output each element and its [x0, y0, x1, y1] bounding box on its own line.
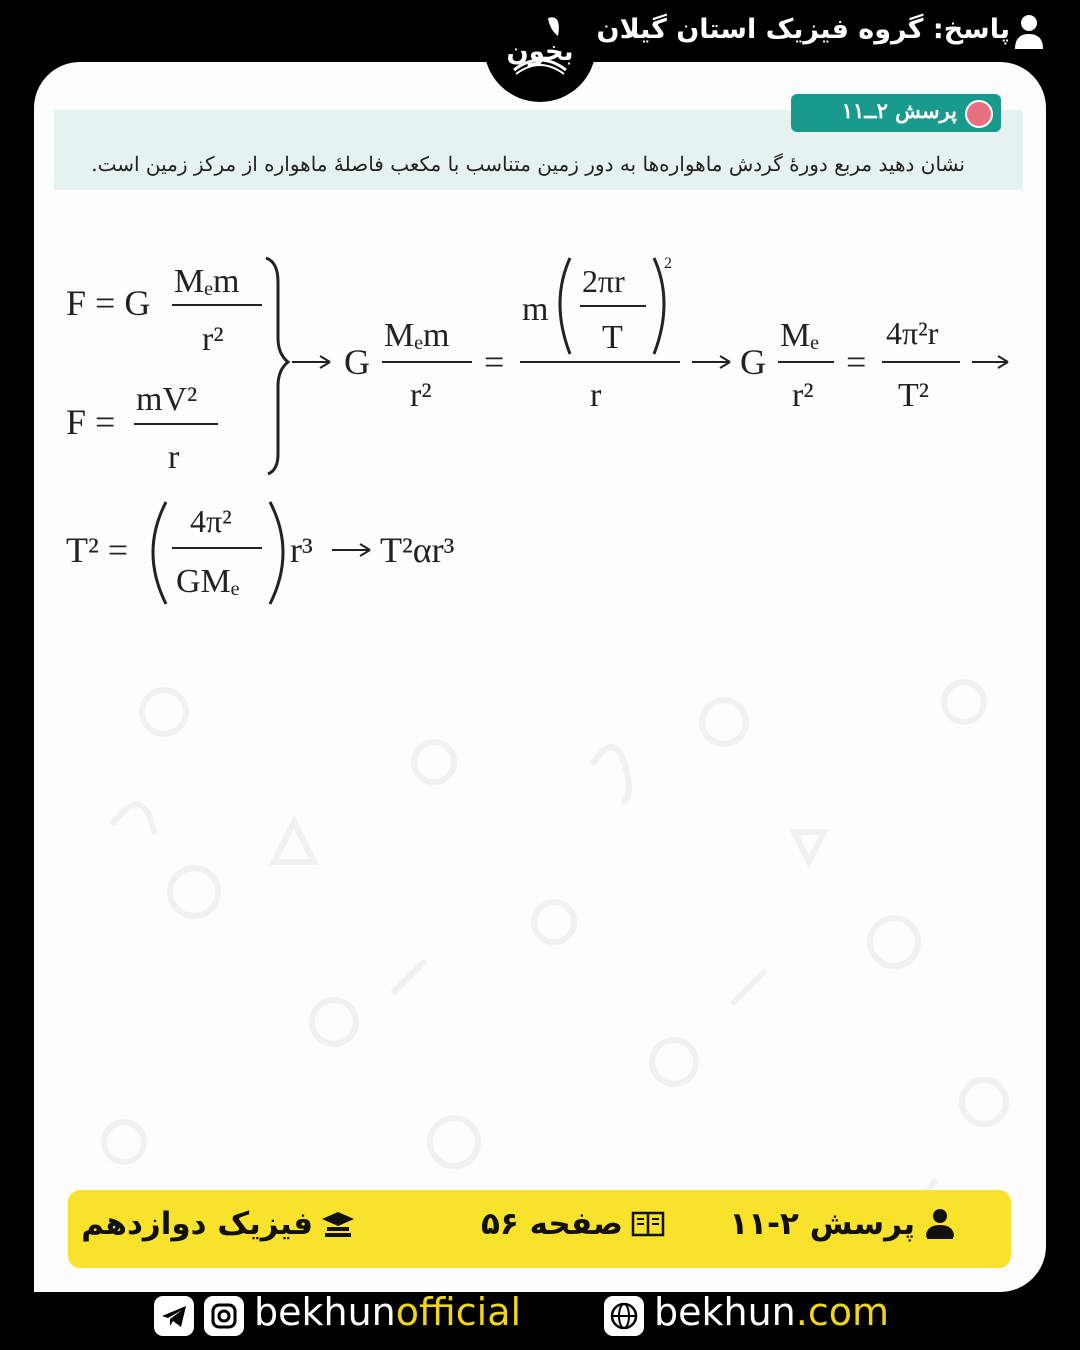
frac5-denominator: T²	[898, 377, 929, 414]
footer-page-label: صفحه ۵۶	[480, 1206, 623, 1242]
equals-1: =	[484, 342, 505, 382]
frac1-denominator: r²	[202, 321, 224, 358]
bottom-bar	[0, 1290, 1080, 1350]
teacher-icon	[923, 1207, 957, 1241]
telegram-icon[interactable]	[154, 1296, 194, 1336]
frac4-denominator: r²	[792, 377, 814, 414]
logo-text: بخون	[506, 37, 574, 67]
g-symbol-2: G	[740, 342, 766, 382]
instagram-handle[interactable]: bekhunofficial	[254, 1290, 522, 1334]
frac6-numerator: 4π²	[190, 503, 232, 539]
book-icon	[631, 1207, 665, 1241]
question-text: نشان دهید مربع دورهٔ گردش ماهواره‌ها به دور زمین متناسب با مکعب فاصلهٔ ماهواره از مرکز زمین است.	[91, 152, 965, 176]
bekhun-logo	[484, 0, 596, 102]
footer-question-label: پرسش ۲-۱۱	[729, 1206, 915, 1242]
frac5-numerator: 4π²r	[886, 315, 939, 351]
t-symbol-1: T	[602, 319, 623, 356]
answer-author-title: پاسخ: گروه فیزیک استان گیلان	[596, 14, 1010, 45]
info-footer	[68, 1190, 1011, 1268]
math-derivation	[34, 62, 1046, 662]
final-result: T²αr³	[380, 530, 455, 570]
frac4-numerator: Mₑ	[780, 317, 819, 354]
footer-question	[729, 1206, 957, 1242]
footer-book	[81, 1206, 355, 1242]
r-cubed: r³	[290, 530, 313, 570]
m-symbol: m	[522, 291, 549, 328]
globe-icon[interactable]	[604, 1296, 644, 1336]
g-symbol-1: G	[344, 342, 370, 382]
equals-2: =	[846, 342, 867, 382]
frac3-denominator: r²	[410, 377, 432, 414]
instagram-icon[interactable]	[204, 1296, 244, 1336]
force-gravity-lhs: F = G	[66, 283, 151, 323]
graduation-cap-icon	[321, 1207, 355, 1241]
two-pi-r: 2πr	[582, 263, 625, 299]
question-tag-label: پرسش ۲ــ۱۱	[841, 98, 957, 123]
frac1-numerator: Mₑm	[174, 263, 240, 300]
force-centripetal-lhs: F =	[66, 402, 116, 442]
t-squared-lhs: T² =	[66, 530, 129, 570]
frac2-denominator: r	[168, 439, 180, 476]
content-card	[34, 62, 1046, 1292]
footer-page	[481, 1206, 665, 1242]
website-link[interactable]: bekhun.com	[654, 1290, 890, 1334]
user-icon	[1014, 14, 1044, 50]
footer-book-label: فیزیک دوازدهم	[81, 1206, 313, 1242]
frac3-numerator: Mₑm	[384, 317, 450, 354]
squared-exponent: 2	[664, 255, 672, 272]
r-denominator: r	[590, 377, 602, 414]
frac2-numerator: mV²	[136, 381, 198, 418]
frac6-denominator: GMₑ	[176, 563, 240, 600]
